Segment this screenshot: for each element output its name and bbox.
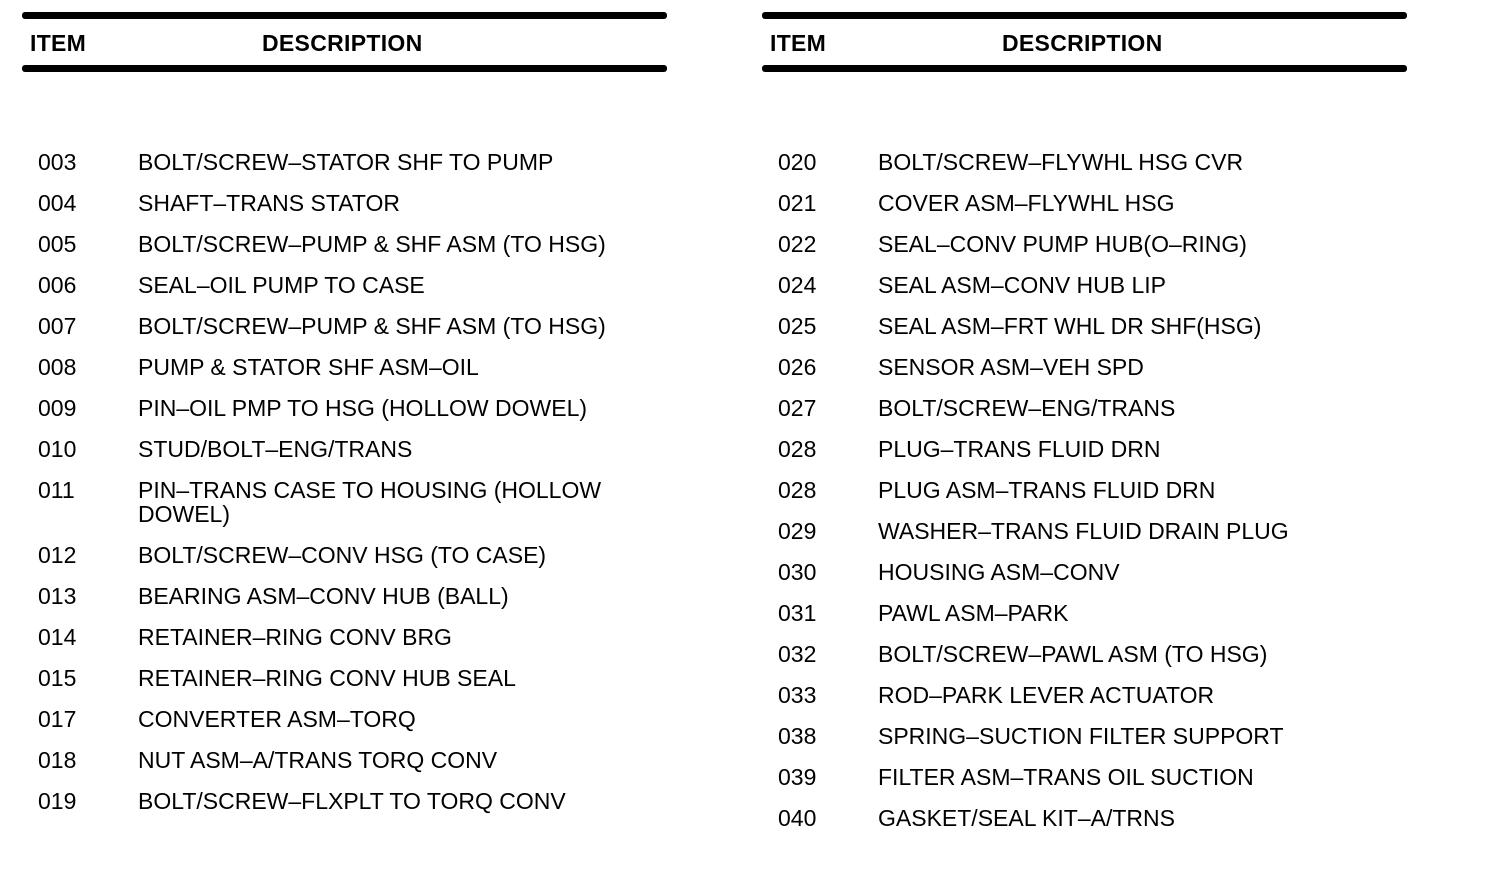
- item-description: WASHER–TRANS FLUID DRAIN PLUG: [878, 518, 1289, 544]
- item-number: 040: [778, 805, 817, 831]
- item-description: HOUSING ASM–CONV: [878, 559, 1120, 585]
- item-description: BOLT/SCREW–FLXPLT TO TORQ CONV: [138, 788, 566, 814]
- item-description: SENSOR ASM–VEH SPD: [878, 354, 1144, 380]
- item-number: 006: [38, 272, 77, 298]
- item-number: 015: [38, 665, 77, 691]
- table-header: [762, 19, 1407, 65]
- header-bottom-rule: [762, 65, 1407, 72]
- item-description: BOLT/SCREW–PUMP & SHF ASM (TO HSG): [138, 313, 606, 339]
- item-description: PIN–OIL PMP TO HSG (HOLLOW DOWEL): [138, 395, 588, 421]
- item-description: PIN–TRANS CASE TO HOUSING (HOLLOW DOWEL): [138, 477, 602, 527]
- table-row: [762, 232, 1407, 273]
- table-row: [22, 355, 667, 396]
- item-number: 021: [778, 190, 817, 216]
- item-number: 019: [38, 788, 77, 814]
- table-row: [22, 789, 667, 830]
- table-row: [762, 273, 1407, 314]
- table-row: [762, 806, 1407, 847]
- item-number: 027: [778, 395, 817, 421]
- item-description: NUT ASM–A/TRANS TORQ CONV: [138, 747, 498, 773]
- item-number: 004: [38, 190, 77, 216]
- table-header: [22, 19, 667, 65]
- item-description: STUD/BOLT–ENG/TRANS: [138, 436, 413, 462]
- item-number: 033: [778, 682, 817, 708]
- table-row: [22, 273, 667, 314]
- table-row: [762, 314, 1407, 355]
- table-row: [762, 355, 1407, 396]
- item-number: 030: [778, 559, 817, 585]
- item-description: FILTER ASM–TRANS OIL SUCTION: [878, 764, 1254, 790]
- item-number: 026: [778, 354, 817, 380]
- table-row: [762, 683, 1407, 724]
- item-description: SEAL–CONV PUMP HUB(O–RING): [878, 231, 1247, 257]
- item-number: 031: [778, 600, 817, 626]
- item-number: 012: [38, 542, 77, 568]
- table-row: [762, 642, 1407, 683]
- table-row: [762, 191, 1407, 232]
- item-description: PLUG–TRANS FLUID DRN: [878, 436, 1161, 462]
- table-row: [22, 437, 667, 478]
- item-number: 011: [38, 477, 75, 503]
- item-number: 022: [778, 231, 817, 257]
- item-description: SEAL ASM–CONV HUB LIP: [878, 272, 1167, 298]
- item-description: PAWL ASM–PARK: [878, 600, 1069, 626]
- parts-list-left: [22, 150, 667, 830]
- item-description: ROD–PARK LEVER ACTUATOR: [878, 682, 1215, 708]
- table-row: [762, 396, 1407, 437]
- item-number: 010: [38, 436, 77, 462]
- parts-table-right: [762, 12, 1407, 847]
- table-row: [22, 191, 667, 232]
- table-row: [22, 748, 667, 789]
- item-number: 020: [778, 149, 817, 175]
- item-description: BOLT/SCREW–PUMP & SHF ASM (TO HSG): [138, 231, 606, 257]
- item-column-header: ITEM: [770, 30, 827, 56]
- item-number: 005: [38, 231, 77, 257]
- parts-table-left: [22, 12, 667, 830]
- table-row: [762, 724, 1407, 765]
- description-column-header: DESCRIPTION: [1002, 30, 1163, 56]
- description-column-header: DESCRIPTION: [262, 30, 423, 56]
- item-description: BOLT/SCREW–STATOR SHF TO PUMP: [138, 149, 554, 175]
- item-number: 024: [778, 272, 817, 298]
- item-description: GASKET/SEAL KIT–A/TRNS: [878, 805, 1175, 831]
- table-row: [762, 478, 1407, 519]
- table-row: [22, 543, 667, 584]
- table-row: [762, 765, 1407, 806]
- header-top-rule: [22, 12, 667, 19]
- item-description: BEARING ASM–CONV HUB (BALL): [138, 583, 509, 609]
- item-number: 003: [38, 149, 77, 175]
- table-row: [762, 601, 1407, 642]
- table-row: [762, 560, 1407, 601]
- item-number: 018: [38, 747, 77, 773]
- item-description: BOLT/SCREW–PAWL ASM (TO HSG): [878, 641, 1268, 667]
- item-number: 014: [38, 624, 77, 650]
- item-number: 008: [38, 354, 77, 380]
- table-row: [22, 314, 667, 355]
- item-description: SEAL–OIL PUMP TO CASE: [138, 272, 425, 298]
- table-row: [22, 232, 667, 273]
- table-row: [22, 584, 667, 625]
- item-description: SPRING–SUCTION FILTER SUPPORT: [878, 723, 1284, 749]
- item-number: 038: [778, 723, 817, 749]
- item-description: PLUG ASM–TRANS FLUID DRN: [878, 477, 1216, 503]
- table-row: [762, 150, 1407, 191]
- table-row: [22, 625, 667, 666]
- item-description: BOLT/SCREW–ENG/TRANS: [878, 395, 1176, 421]
- item-description: BOLT/SCREW–FLYWHL HSG CVR: [878, 149, 1244, 175]
- header-top-rule: [762, 12, 1407, 19]
- parts-list-right: [762, 150, 1407, 847]
- item-description: PUMP & STATOR SHF ASM–OIL: [138, 354, 479, 380]
- item-description: CONVERTER ASM–TORQ: [138, 706, 416, 732]
- item-description: RETAINER–RING CONV HUB SEAL: [138, 665, 516, 691]
- item-number: 009: [38, 395, 77, 421]
- item-column-header: ITEM: [30, 30, 87, 56]
- item-number: 029: [778, 518, 817, 544]
- table-row: [22, 666, 667, 707]
- header-bottom-rule: [22, 65, 667, 72]
- table-row: [22, 150, 667, 191]
- item-number: 032: [778, 641, 817, 667]
- item-description: COVER ASM–FLYWHL HSG: [878, 190, 1175, 216]
- item-description: SHAFT–TRANS STATOR: [138, 190, 400, 216]
- table-row: [762, 437, 1407, 478]
- item-number: 007: [38, 313, 77, 339]
- item-description: SEAL ASM–FRT WHL DR SHF(HSG): [878, 313, 1262, 339]
- item-number: 025: [778, 313, 817, 339]
- item-number: 017: [38, 706, 77, 732]
- table-row: [22, 396, 667, 437]
- table-row: [762, 519, 1407, 560]
- item-number: 028: [778, 436, 817, 462]
- item-number: 028: [778, 477, 817, 503]
- item-number: 013: [38, 583, 77, 609]
- item-description: RETAINER–RING CONV BRG: [138, 624, 452, 650]
- item-description: BOLT/SCREW–CONV HSG (TO CASE): [138, 542, 547, 568]
- table-row: [22, 478, 667, 543]
- item-number: 039: [778, 764, 817, 790]
- table-row: [22, 707, 667, 748]
